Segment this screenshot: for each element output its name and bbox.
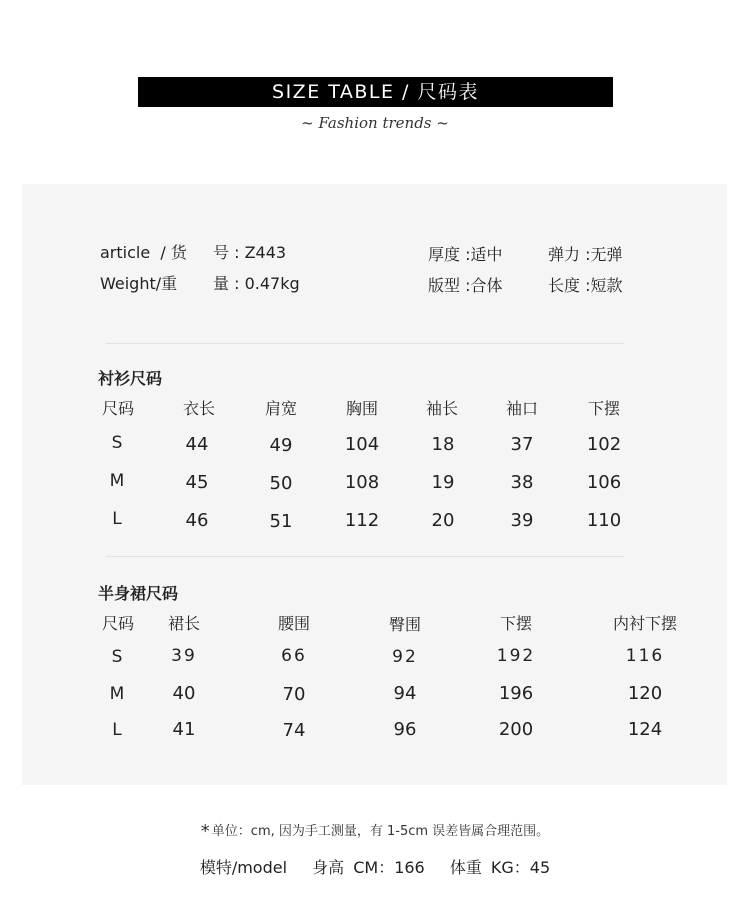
shirt-cell: 110 xyxy=(586,510,622,531)
note-text: 单位：cm, 因为手工测量，有 1-5cm 误差皆属合理范围。 xyxy=(211,824,550,839)
model-height: 身高 CM：166 xyxy=(312,858,425,877)
skirt-header-hip: 臀围 xyxy=(388,615,421,634)
shirt-header-chest: 胸围 xyxy=(345,399,378,418)
shirt-size-l: L xyxy=(112,509,122,529)
shirt-cell: 112 xyxy=(344,510,380,531)
skirt-cell: 196 xyxy=(498,683,534,704)
skirt-cell: 66 xyxy=(281,646,307,666)
skirt-cell: 39 xyxy=(171,646,197,666)
shirt-cell: 38 xyxy=(510,472,534,493)
shirt-cell: 20 xyxy=(431,510,455,531)
skirt-cell: 192 xyxy=(496,646,536,666)
model-info xyxy=(0,855,750,878)
fit-info: 版型 :合体 xyxy=(428,276,503,295)
shirt-header-hem: 下摆 xyxy=(587,399,620,418)
skirt-cell: 41 xyxy=(172,719,196,740)
shirt-cell: 18 xyxy=(431,434,455,455)
measurement-note xyxy=(0,820,750,842)
skirt-cell: 94 xyxy=(393,683,417,704)
shirt-cell: 19 xyxy=(431,472,455,493)
shirt-cell: 50 xyxy=(269,473,293,494)
shirt-cell: 51 xyxy=(269,511,293,532)
shirt-cell: 106 xyxy=(586,472,622,493)
skirt-size-l: L xyxy=(112,720,122,740)
skirt-size-s: S xyxy=(111,647,123,667)
thickness-info: 厚度 :适中 xyxy=(428,245,503,264)
skirt-cell: 40 xyxy=(172,683,196,704)
skirt-header-lining-hem: 内衬下摆 xyxy=(612,614,677,633)
weight-label: Weight/重 xyxy=(100,274,178,293)
weight-value: 量 : 0.47kg xyxy=(213,274,300,293)
shirt-header-size: 尺码 xyxy=(101,399,134,418)
shirt-header-shoulder: 肩宽 xyxy=(264,399,297,418)
fashion-trends-subtitle: ~ Fashion trends ~ xyxy=(301,114,449,132)
elasticity-info: 弹力 :无弹 xyxy=(548,245,623,264)
shirt-cell: 108 xyxy=(344,472,380,493)
shirt-cell: 45 xyxy=(185,472,209,493)
article-value: 号 : Z443 xyxy=(213,243,287,262)
divider-middle xyxy=(106,556,624,557)
skirt-cell: 116 xyxy=(625,646,665,666)
skirt-cell: 120 xyxy=(627,683,663,704)
shirt-cell: 37 xyxy=(510,434,534,455)
shirt-header-length: 衣长 xyxy=(182,399,215,418)
shirt-cell: 39 xyxy=(510,510,534,531)
skirt-cell: 124 xyxy=(627,719,663,740)
shirt-size-s: S xyxy=(111,433,123,453)
shirt-cell: 44 xyxy=(185,434,209,455)
skirt-cell: 74 xyxy=(282,720,306,741)
skirt-header-waist: 腰围 xyxy=(277,614,310,633)
shirt-cell: 46 xyxy=(185,510,209,531)
shirt-size-m: M xyxy=(109,471,125,491)
model-label: 模特/model xyxy=(199,858,288,877)
skirt-header-hem: 下摆 xyxy=(499,614,532,633)
divider-top xyxy=(106,343,624,344)
skirt-cell: 70 xyxy=(282,684,306,705)
skirt-header-size: 尺码 xyxy=(101,614,134,633)
skirt-cell: 92 xyxy=(392,647,418,667)
shirt-cell: 49 xyxy=(269,435,293,456)
shirt-cell: 104 xyxy=(344,434,380,455)
shirt-header-cuff: 袖口 xyxy=(505,399,538,418)
model-weight: 体重 KG：45 xyxy=(449,858,551,877)
skirt-header-length: 裙长 xyxy=(167,614,200,633)
article-label: article / 货 xyxy=(100,243,187,262)
skirt-size-title: 半身裙尺码 xyxy=(98,584,179,603)
asterisk-icon: * xyxy=(200,821,210,842)
skirt-cell: 200 xyxy=(498,719,534,740)
shirt-header-sleeve: 袖长 xyxy=(425,399,458,418)
shirt-cell: 102 xyxy=(586,434,622,455)
skirt-cell: 96 xyxy=(393,719,417,740)
size-table-title: SIZE TABLE / 尺码表 xyxy=(138,77,613,107)
shirt-size-title: 衬衫尺码 xyxy=(98,369,163,388)
skirt-size-m: M xyxy=(109,684,125,704)
length-info: 长度 :短款 xyxy=(548,276,623,295)
